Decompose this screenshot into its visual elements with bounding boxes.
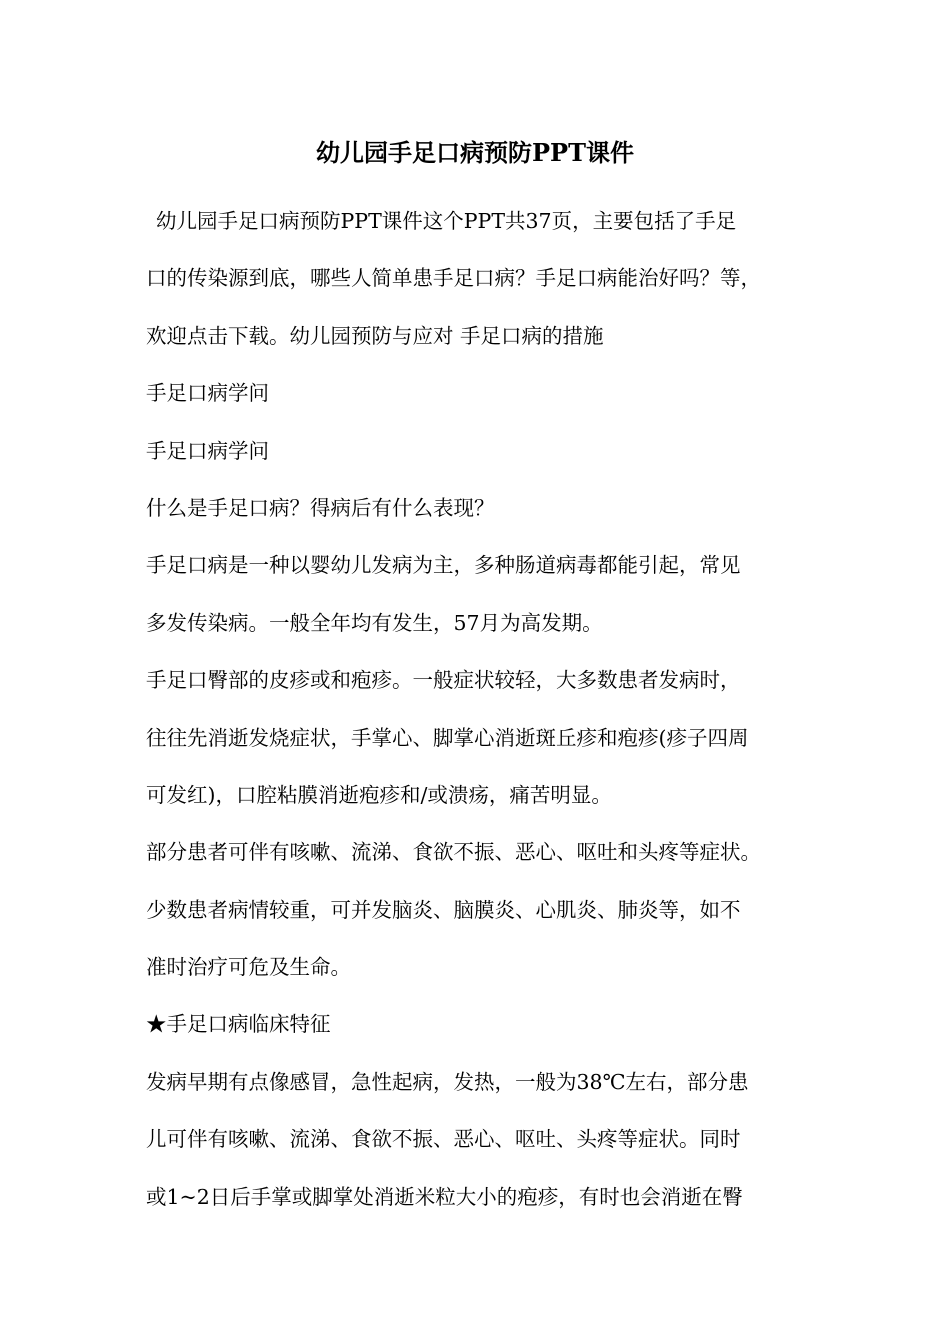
- text-line: 儿可伴有咳嗽、流涕、食欲不振、恶心、呕吐、头疼等症状。同时: [146, 1127, 741, 1152]
- text-line: 部分患者可伴有咳嗽、流涕、食欲不振、恶心、呕吐和头疼等症状。: [146, 840, 761, 865]
- text-line: 口的传染源到底，哪些人简单患手足口病？手足口病能治好吗？等，: [146, 266, 761, 291]
- document-title: 幼儿园手足口病预防PPT课件: [316, 138, 634, 167]
- text-line: 幼儿园手足口病预防PPT课件这个PPT共37页，主要包括了手足: [156, 209, 737, 233]
- text-line: ★手足口病临床特征: [146, 1012, 331, 1037]
- text-line: 发病早期有点像感冒，急性起病，发热，一般为38℃左右，部分患: [146, 1069, 749, 1094]
- text-line: 少数患者病情较重，可并发脑炎、脑膜炎、心肌炎、肺炎等，如不: [146, 897, 741, 922]
- text-line: 手足口病学问: [146, 381, 269, 406]
- text-line: 手足口病学问: [146, 438, 269, 463]
- text-line: 可发红)，口腔粘膜消逝疱疹和/或溃疡，痛苦明显。: [146, 782, 612, 807]
- text-line: 手足口臀部的皮疹或和疱疹。一般症状较轻，大多数患者发病时，: [146, 668, 741, 693]
- text-line: 或1~2日后手掌或脚掌处消逝米粒大小的疱疹，有时也会消逝在臀: [146, 1184, 743, 1209]
- text-line: 多发传染病。一般全年均有发生，57月为高发期。: [146, 610, 603, 635]
- text-line: 欢迎点击下载。幼儿园预防与应对 手足口病的措施: [146, 323, 604, 348]
- document-body: [146, 199, 816, 1232]
- text-line: 往往先消逝发烧症状，手掌心、脚掌心消逝斑丘疹和疱疹(疹子四周: [146, 725, 749, 750]
- text-line: 什么是手足口病？得病后有什么表现？: [146, 495, 495, 520]
- text-line: 准时治疗可危及生命。: [146, 955, 351, 980]
- text-line: 手足口病是一种以婴幼儿发病为主，多种肠道病毒都能引起，常见: [146, 553, 741, 578]
